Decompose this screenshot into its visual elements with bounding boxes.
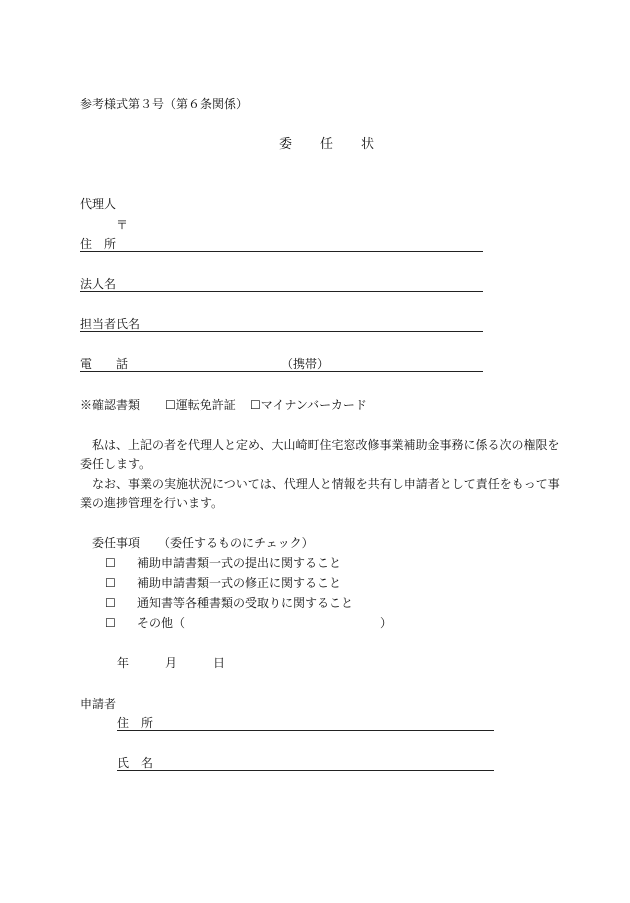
delegation-checkbox[interactable]: ☐ xyxy=(105,616,116,630)
title-char: 状 xyxy=(361,137,375,152)
delegation-item-label: 補助申請書類一式の修正に関すること xyxy=(137,576,342,590)
delegation-note: （委任するものにチェック） xyxy=(158,536,314,550)
date-month-label: 月 xyxy=(165,656,178,670)
delegation-checkbox[interactable]: ☐ xyxy=(105,576,116,590)
date-year-label: 年 xyxy=(117,656,130,670)
applicant-name-field[interactable] xyxy=(117,770,494,771)
phone-field[interactable] xyxy=(80,371,483,372)
other-close-paren: ） xyxy=(380,616,393,630)
delegation-item-label: 通知書等各種書類の受取りに関すること xyxy=(137,596,354,610)
delegation-item-label: 補助申請書類一式の提出に関すること xyxy=(137,556,342,570)
applicant-heading: 申請者 xyxy=(80,697,117,711)
my-number-card-checkbox[interactable]: ☐マイナンバーカード xyxy=(250,398,367,412)
date-day-label: 日 xyxy=(213,656,226,670)
title-char: 任 xyxy=(320,137,334,152)
applicant-address-field[interactable] xyxy=(117,730,494,731)
mobile-label: （携帯） xyxy=(281,357,330,371)
title-char: 委 xyxy=(279,137,293,152)
agent-heading: 代理人 xyxy=(80,197,117,211)
postal-mark: 〒 xyxy=(116,218,129,232)
applicant-name-label: 氏 名 xyxy=(117,756,154,770)
management-statement: なお、事業の実施状況については、代理人と情報を共有し申請者として責任をもって事業の進捗管理を行います。 xyxy=(80,477,560,510)
drivers-license-checkbox[interactable]: ☐運転免許証 xyxy=(165,398,236,412)
id-docs-label: ※確認書類 xyxy=(80,398,141,412)
delegation-checkbox[interactable]: ☐ xyxy=(105,556,116,570)
delegation-heading: 委任事項 xyxy=(92,536,141,550)
phone-label: 電 話 xyxy=(80,357,129,371)
applicant-address-label: 住 所 xyxy=(117,716,154,730)
delegation-item-label: その他（ xyxy=(137,616,186,630)
contact-person-label: 担当者氏名 xyxy=(80,317,141,331)
delegation-checkbox[interactable]: ☐ xyxy=(105,596,116,610)
delegation-statement: 私は、上記の者を代理人と定め、大山崎町住宅窓改修事業補助金事務に係る次の権限を委任します。 xyxy=(80,438,560,471)
form-reference: 参考様式第３号（第６条関係） xyxy=(80,97,249,111)
corporation-name-field[interactable] xyxy=(80,291,483,292)
agent-address-field[interactable] xyxy=(80,251,483,252)
corporation-name-label: 法人名 xyxy=(80,277,117,291)
agent-address-label: 住 所 xyxy=(80,237,117,251)
contact-person-field[interactable] xyxy=(80,331,483,332)
